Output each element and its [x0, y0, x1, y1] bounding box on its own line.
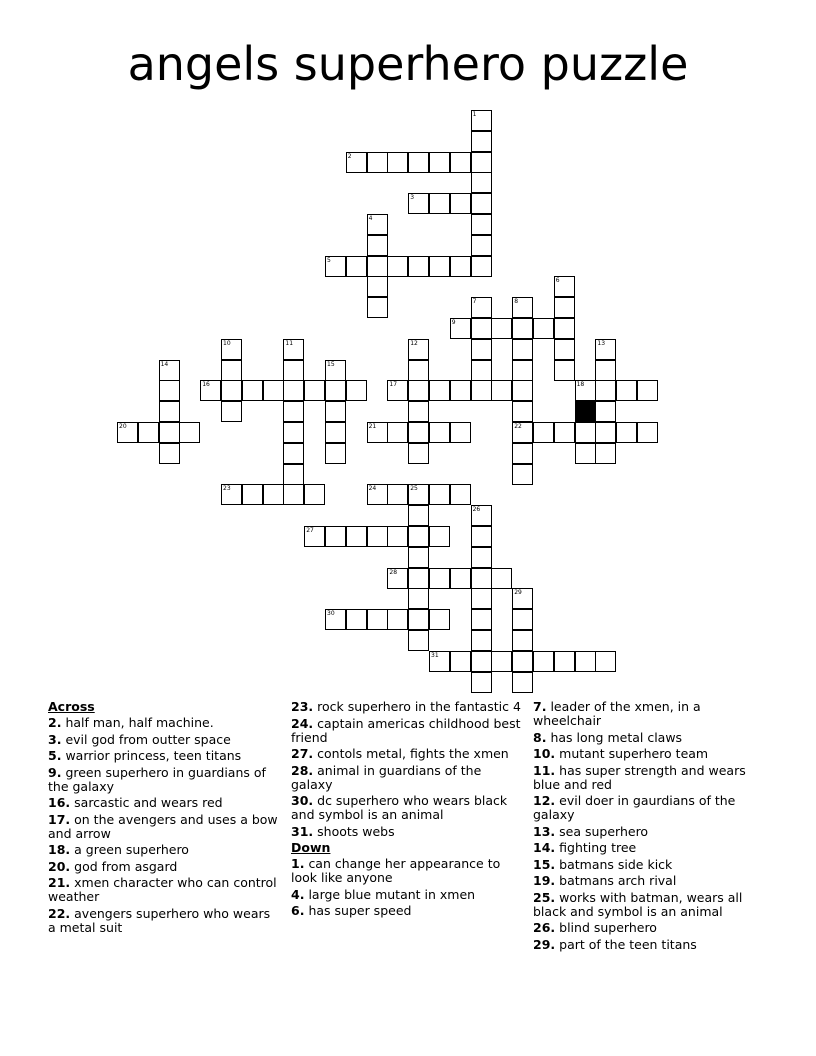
clue-text: can change her appearance to look like anyone — [291, 856, 501, 885]
crossword-cell[interactable] — [595, 401, 616, 422]
crossword-cell[interactable] — [471, 630, 492, 651]
crossword-cell[interactable] — [367, 256, 388, 277]
cell-number: 19 — [576, 402, 585, 410]
cell-number: 20 — [119, 423, 127, 430]
crossword-cell[interactable] — [575, 651, 596, 672]
clue-number: 4. — [291, 886, 305, 902]
crossword-cell[interactable] — [554, 276, 575, 297]
crossword-cell[interactable] — [408, 152, 429, 173]
crossword-cell[interactable] — [637, 422, 658, 443]
clue-number: 9. — [48, 764, 62, 780]
cell-number: 17 — [389, 381, 398, 389]
crossword-cell[interactable] — [346, 526, 367, 547]
clue-number: 24. — [291, 715, 314, 731]
cell-number: 18 — [576, 381, 585, 389]
crossword-cell[interactable] — [595, 339, 616, 360]
down-clue — [291, 857, 523, 885]
crossword-cell[interactable] — [159, 401, 180, 422]
across-clue — [291, 764, 523, 792]
crossword-cell[interactable] — [554, 422, 575, 443]
clue-number: 10. — [533, 746, 556, 761]
clue-number: 5. — [48, 748, 62, 763]
crossword-cell[interactable] — [471, 339, 492, 360]
crossword-cell[interactable] — [450, 651, 471, 672]
cell-number: 7 — [472, 298, 477, 306]
crossword-cell[interactable] — [408, 484, 429, 505]
crossword-cell[interactable] — [283, 443, 304, 464]
across-clue — [48, 733, 280, 747]
clue-list — [48, 700, 768, 990]
down-clue — [533, 700, 765, 728]
clue-text: on the avengers and uses a bow and arrow — [48, 811, 278, 841]
crossword-cell[interactable] — [575, 380, 596, 401]
cell-number: 24 — [368, 485, 377, 493]
down-clue — [533, 858, 765, 872]
crossword-cell[interactable] — [471, 380, 492, 401]
crossword-cell[interactable] — [429, 422, 450, 443]
clue-text: sea superhero — [559, 823, 649, 839]
crossword-cell[interactable] — [408, 360, 429, 381]
crossword-cell[interactable] — [450, 318, 471, 339]
crossword-cell[interactable] — [512, 380, 533, 401]
crossword-cell[interactable] — [471, 193, 492, 214]
cell-number: 25 — [410, 485, 418, 493]
clue-number: 8. — [533, 729, 547, 745]
cell-number: 8 — [514, 298, 519, 306]
clue-text: half man, half machine. — [65, 715, 214, 730]
crossword-cell[interactable] — [471, 505, 492, 526]
clue-number: 12. — [533, 793, 556, 808]
crossword-cell[interactable] — [471, 235, 492, 256]
cell-number: 31 — [431, 651, 439, 659]
crossword-cell[interactable] — [471, 568, 492, 589]
clue-text: dc superhero who wears black and symbol is an animal — [291, 793, 508, 822]
cell-number: 6 — [555, 277, 560, 285]
crossword-cell[interactable] — [616, 380, 637, 401]
crossword-cell[interactable] — [616, 422, 637, 443]
clue-number: 22. — [48, 905, 71, 921]
down-clue — [291, 904, 523, 918]
clue-column-2 — [291, 700, 523, 921]
crossword-cell[interactable] — [179, 422, 200, 443]
crossword-cell[interactable] — [408, 401, 429, 422]
crossword-cell[interactable] — [408, 339, 429, 360]
crossword-cell[interactable] — [471, 360, 492, 381]
crossword-cell[interactable] — [387, 422, 408, 443]
cell-number: 28 — [389, 568, 398, 576]
down-clue — [291, 888, 523, 902]
crossword-cell[interactable] — [512, 422, 533, 443]
crossword-cell[interactable] — [242, 484, 263, 505]
cell-number: 27 — [306, 527, 314, 534]
across-clue — [48, 749, 280, 763]
crossword-cell[interactable] — [408, 526, 429, 547]
crossword-cell[interactable] — [429, 152, 450, 173]
crossword-cell[interactable] — [221, 484, 242, 505]
crossword-cell[interactable] — [595, 380, 616, 401]
crossword-cell[interactable] — [283, 360, 304, 381]
crossword-cell[interactable] — [491, 380, 512, 401]
down-clue — [533, 825, 765, 839]
crossword-cell[interactable] — [346, 256, 367, 277]
crossword-cell[interactable] — [512, 318, 533, 339]
across-clue — [48, 860, 280, 874]
across-clue — [48, 876, 280, 904]
crossword-cell[interactable] — [554, 339, 575, 360]
crossword-cell[interactable] — [325, 609, 346, 630]
across-clue — [48, 716, 280, 730]
clue-number: 16. — [48, 795, 71, 810]
black-square — [575, 401, 596, 422]
across-clue — [48, 813, 280, 841]
crossword-cell[interactable] — [221, 339, 242, 360]
cell-number: 5 — [327, 256, 331, 264]
crossword-cell[interactable] — [408, 609, 429, 630]
crossword-cell[interactable] — [595, 422, 616, 443]
crossword-cell[interactable] — [450, 568, 471, 589]
across-clue — [291, 717, 523, 745]
crossword-cell[interactable] — [408, 422, 429, 443]
crossword-cell[interactable] — [367, 235, 388, 256]
crossword-cell[interactable] — [367, 152, 388, 173]
clue-text: contols metal, fights the xmen — [317, 746, 509, 761]
crossword-cell[interactable] — [471, 110, 492, 131]
crossword-cell[interactable] — [408, 630, 429, 651]
crossword-cell[interactable] — [512, 297, 533, 318]
crossword-cell[interactable] — [408, 505, 429, 526]
crossword-cell[interactable] — [471, 672, 492, 693]
crossword-cell[interactable] — [159, 422, 180, 443]
cell-number: 9 — [451, 319, 456, 326]
down-header: Down — [291, 840, 331, 855]
crossword-cell[interactable] — [575, 443, 596, 464]
cell-number: 29 — [514, 589, 522, 597]
crossword-cell[interactable] — [471, 651, 492, 672]
clue-number: 14. — [533, 840, 556, 855]
clue-text: has super strength and wears blue and red — [533, 762, 746, 792]
crossword-cell[interactable] — [450, 152, 471, 173]
crossword-cell[interactable] — [325, 526, 346, 547]
crossword-cell[interactable] — [387, 152, 408, 173]
crossword-cell[interactable] — [242, 380, 263, 401]
crossword-cell[interactable] — [387, 256, 408, 277]
down-clue — [533, 891, 765, 919]
cell-number: 11 — [285, 339, 294, 347]
clue-number: 6. — [291, 903, 305, 918]
crossword-cell[interactable] — [283, 380, 304, 401]
crossword-cell[interactable] — [471, 588, 492, 609]
crossword-cell[interactable] — [221, 360, 242, 381]
crossword-cell[interactable] — [221, 401, 242, 422]
clue-text: rock superhero in the fantastic 4 — [317, 699, 521, 714]
crossword-cell[interactable] — [367, 609, 388, 630]
crossword-cell[interactable] — [325, 401, 346, 422]
cell-number: 22 — [514, 423, 522, 430]
crossword-cell[interactable] — [159, 360, 180, 381]
crossword-cell[interactable] — [512, 672, 533, 693]
crossword-cell[interactable] — [408, 256, 429, 277]
clue-text: has long metal claws — [550, 729, 683, 745]
down-clue — [533, 764, 765, 792]
crossword-cell[interactable] — [471, 256, 492, 277]
crossword-cell[interactable] — [554, 318, 575, 339]
crossword-cell[interactable] — [304, 484, 325, 505]
crossword-cell[interactable] — [304, 526, 325, 547]
down-clue — [533, 921, 765, 935]
clue-text: batmans side kick — [559, 856, 673, 872]
cell-number: 1 — [472, 111, 477, 118]
crossword-cell[interactable] — [387, 484, 408, 505]
crossword-cell[interactable] — [450, 484, 471, 505]
clue-number: 30. — [291, 793, 314, 808]
across-clue — [48, 907, 280, 935]
crossword-cell[interactable] — [325, 422, 346, 443]
clue-text: has super speed — [308, 903, 412, 918]
crossword-cell[interactable] — [429, 651, 450, 672]
crossword-cell[interactable] — [325, 443, 346, 464]
cell-number: 23 — [223, 485, 231, 493]
crossword-cell[interactable] — [408, 568, 429, 589]
clue-text: avengers superhero who wears a metal suit — [48, 905, 271, 935]
clue-text: leader of the xmen, in a wheelchair — [533, 699, 701, 728]
down-clue — [533, 747, 765, 761]
crossword-cell[interactable] — [512, 401, 533, 422]
crossword-cell[interactable] — [408, 588, 429, 609]
crossword-cell[interactable] — [429, 484, 450, 505]
clue-number: 2. — [48, 715, 62, 730]
crossword-cell[interactable] — [263, 484, 284, 505]
clue-number: 7. — [533, 699, 547, 714]
clue-text: batmans arch rival — [559, 873, 677, 888]
crossword-cell[interactable] — [367, 297, 388, 318]
crossword-cell[interactable] — [367, 422, 388, 443]
crossword-cell[interactable] — [408, 193, 429, 214]
crossword-cell[interactable] — [533, 318, 554, 339]
crossword-cell[interactable] — [346, 380, 367, 401]
clue-number: 29. — [533, 936, 556, 952]
crossword-cell[interactable] — [512, 339, 533, 360]
clue-column-1 — [48, 700, 280, 937]
clue-text: captain americas childhood best friend — [291, 715, 521, 745]
crossword-cell[interactable] — [429, 526, 450, 547]
crossword-cell[interactable] — [346, 152, 367, 173]
cell-number: 3 — [410, 194, 415, 202]
crossword-cell[interactable] — [471, 609, 492, 630]
clue-number: 26. — [533, 920, 556, 935]
clue-number: 19. — [533, 873, 556, 888]
crossword-cell[interactable] — [512, 630, 533, 651]
clue-text: blind superhero — [559, 920, 657, 935]
crossword-cell[interactable] — [283, 422, 304, 443]
crossword-cell[interactable] — [117, 422, 138, 443]
crossword-cell[interactable] — [283, 464, 304, 485]
crossword-cell[interactable] — [159, 380, 180, 401]
crossword-cell[interactable] — [533, 422, 554, 443]
clue-text: warrior princess, teen titans — [65, 748, 242, 763]
crossword-cell[interactable] — [512, 588, 533, 609]
crossword-cell[interactable] — [512, 443, 533, 464]
clue-text: shoots webs — [317, 823, 395, 839]
crossword-cell[interactable] — [367, 484, 388, 505]
crossword-cell[interactable] — [387, 568, 408, 589]
crossword-cell[interactable] — [408, 443, 429, 464]
crossword-cell[interactable] — [221, 380, 242, 401]
crossword-cell[interactable] — [429, 193, 450, 214]
crossword-cell[interactable] — [325, 256, 346, 277]
cell-number: 26 — [472, 506, 481, 514]
crossword-cell[interactable] — [408, 380, 429, 401]
clue-number: 17. — [48, 811, 71, 827]
crossword-cell[interactable] — [471, 547, 492, 568]
crossword-cell[interactable] — [450, 256, 471, 277]
clue-text: evil god from outter space — [65, 731, 231, 747]
cell-number: 2 — [347, 152, 352, 160]
cell-number: 30 — [327, 610, 335, 618]
puzzle-title: angels superhero puzzle — [127, 37, 689, 91]
crossword-cell[interactable] — [471, 152, 492, 173]
crossword-cell[interactable] — [367, 276, 388, 297]
crossword-cell[interactable] — [429, 256, 450, 277]
clue-text: mutant superhero team — [559, 746, 709, 761]
crossword-cell[interactable] — [159, 443, 180, 464]
cell-number: 10 — [223, 339, 231, 347]
crossword-cell[interactable] — [491, 568, 512, 589]
clue-number: 31. — [291, 823, 314, 839]
clue-text: evil doer in gaurdians of the galaxy — [533, 793, 736, 822]
clue-number: 1. — [291, 856, 305, 871]
crossword-cell[interactable] — [554, 651, 575, 672]
clue-number: 23. — [291, 699, 314, 714]
crossword-cell[interactable] — [387, 609, 408, 630]
crossword-cell[interactable] — [471, 297, 492, 318]
crossword-cell[interactable] — [471, 318, 492, 339]
clue-text: god from asgard — [74, 858, 178, 874]
crossword-cell[interactable] — [429, 568, 450, 589]
cell-number: 13 — [597, 339, 606, 347]
crossword-cell[interactable] — [450, 380, 471, 401]
clue-number: 25. — [533, 889, 556, 905]
down-clue — [533, 841, 765, 855]
crossword-cell[interactable] — [471, 214, 492, 235]
clue-number: 27. — [291, 746, 314, 761]
crossword-cell[interactable] — [408, 547, 429, 568]
clue-text: animal in guardians of the galaxy — [291, 762, 482, 792]
cell-number: 21 — [368, 423, 377, 430]
clue-number: 21. — [48, 875, 71, 890]
crossword-cell[interactable] — [471, 526, 492, 547]
crossword-cell[interactable] — [346, 609, 367, 630]
crossword-cell[interactable] — [450, 193, 471, 214]
across-clue — [48, 796, 280, 810]
clue-number: 3. — [48, 731, 62, 747]
crossword-cell[interactable] — [387, 526, 408, 547]
cell-number: 15 — [327, 360, 335, 368]
clue-column-3 — [533, 700, 765, 954]
across-header: Across — [48, 699, 95, 714]
crossword-cell[interactable] — [512, 651, 533, 672]
clue-text: large blue mutant in xmen — [308, 886, 476, 902]
clue-number: 28. — [291, 762, 314, 778]
clue-text: works with batman, wears all black and symbol is an animal — [533, 889, 743, 919]
down-clue — [533, 731, 765, 745]
crossword-cell[interactable] — [200, 380, 221, 401]
cell-number: 16 — [202, 381, 210, 389]
cell-number: 4 — [368, 215, 373, 222]
crossword-cell[interactable] — [471, 172, 492, 193]
crossword-cell[interactable] — [595, 443, 616, 464]
across-clue — [291, 700, 523, 714]
across-clue — [291, 747, 523, 761]
cell-number: 14 — [160, 360, 169, 368]
clue-number: 18. — [48, 842, 71, 857]
crossword-cell[interactable] — [595, 651, 616, 672]
crossword-cell[interactable] — [450, 422, 471, 443]
crossword-cell[interactable] — [491, 318, 512, 339]
clue-text: part of the teen titans — [559, 936, 697, 952]
crossword-cell[interactable] — [554, 297, 575, 318]
crossword-cell[interactable] — [283, 339, 304, 360]
across-clue — [48, 843, 280, 857]
clue-text: xmen character who can control weather — [48, 875, 277, 904]
crossword-cell[interactable] — [575, 422, 596, 443]
crossword-cell[interactable] — [325, 360, 346, 381]
crossword-cell[interactable] — [367, 214, 388, 235]
across-clue — [291, 794, 523, 822]
crossword-cell[interactable] — [512, 464, 533, 485]
crossword-cell[interactable] — [283, 484, 304, 505]
down-clue — [533, 794, 765, 822]
cell-number: 12 — [410, 339, 418, 347]
crossword-cell[interactable] — [429, 609, 450, 630]
crossword-cell[interactable] — [325, 380, 346, 401]
crossword-cell[interactable] — [533, 651, 554, 672]
clue-text: green superhero in guardians of the galaxy — [48, 764, 266, 794]
crossword-cell[interactable] — [263, 380, 284, 401]
crossword-cell[interactable] — [491, 651, 512, 672]
crossword-cell[interactable] — [304, 380, 325, 401]
crossword-cell[interactable] — [554, 360, 575, 381]
crossword-cell[interactable] — [512, 360, 533, 381]
down-clue — [533, 874, 765, 888]
crossword-cell[interactable] — [429, 380, 450, 401]
crossword-cell[interactable] — [595, 360, 616, 381]
clue-text: a green superhero — [74, 842, 189, 857]
crossword-cell[interactable] — [283, 401, 304, 422]
crossword-cell[interactable] — [387, 380, 408, 401]
clue-text: sarcastic and wears red — [74, 795, 223, 810]
clue-number: 11. — [533, 762, 556, 778]
crossword-cell[interactable] — [471, 131, 492, 152]
across-clue — [291, 825, 523, 839]
clue-number: 15. — [533, 856, 556, 872]
crossword-cell[interactable] — [367, 526, 388, 547]
across-clue — [48, 766, 280, 794]
down-clue — [533, 938, 765, 952]
clue-number: 20. — [48, 858, 71, 874]
crossword-cell[interactable] — [138, 422, 159, 443]
clue-text: fighting tree — [559, 840, 637, 855]
clue-number: 13. — [533, 823, 556, 839]
crossword-cell[interactable] — [637, 380, 658, 401]
crossword-cell[interactable] — [512, 609, 533, 630]
